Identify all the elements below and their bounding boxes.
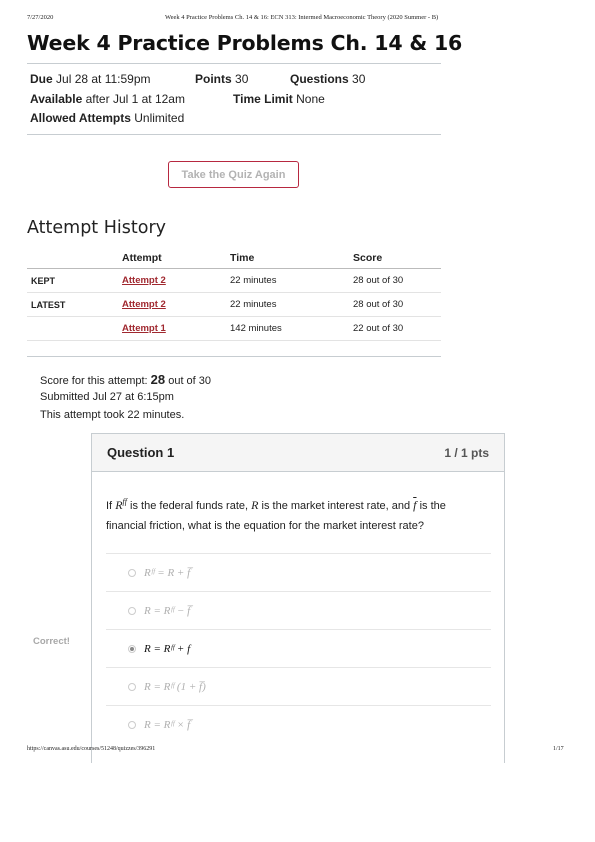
answer-label: R = Rᶠᶠ + f <box>144 643 191 655</box>
question-card <box>91 433 505 763</box>
attempt-score-value: 28 <box>150 372 166 387</box>
radio-button[interactable] <box>128 721 136 729</box>
table-row <box>27 317 441 341</box>
attempt-time: 22 minutes <box>226 269 349 293</box>
answer-option[interactable] <box>106 591 491 630</box>
attempt-link[interactable]: Attempt 1 <box>122 323 166 334</box>
print-page-number: 1/17 <box>553 746 564 752</box>
attempt-tag: KEPT <box>27 269 118 293</box>
table-header-row <box>27 249 441 269</box>
attempt-link[interactable]: Attempt 2 <box>122 299 166 310</box>
question-text: If $R^{ff}$ is the federal funds rate, R is the market interest rate, and $\overline{f}$ is the financial friction, what is the equation for the market interest rate? <box>106 497 446 532</box>
attempt-tag <box>27 317 118 341</box>
answer-label: R = Rᶠᶠ (1 + f̅) <box>144 681 206 693</box>
divider <box>27 356 441 357</box>
column-header: Attempt <box>118 249 226 269</box>
attempt-score: 28 out of 30 <box>349 269 441 293</box>
column-header: Score <box>349 249 441 269</box>
available-field: Available after Jul 1 at 12am <box>30 92 185 106</box>
attempt-history-table <box>27 249 441 341</box>
attempt-score-line: Score for this attempt: 28 out of 30 <box>40 372 212 387</box>
answer-label: R = Rᶠᶠ − f̅ <box>144 605 191 617</box>
question-points: 1 / 1 pts <box>444 445 489 460</box>
column-header <box>27 249 118 269</box>
attempt-time: 22 minutes <box>226 293 349 317</box>
answer-label: Rᶠᶠ = R + f̅ <box>144 567 191 579</box>
attempt-score: 22 out of 30 <box>349 317 441 341</box>
due-field: Due Jul 28 at 11:59pm <box>30 72 151 86</box>
answer-option[interactable] <box>106 667 491 706</box>
radio-button[interactable] <box>128 607 136 615</box>
submitted-line: Submitted Jul 27 at 6:15pm <box>40 391 174 403</box>
print-date: 7/27/2020 <box>27 14 54 21</box>
allowed-attempts-field: Allowed Attempts Unlimited <box>30 111 185 125</box>
var-rff: $R^{ff}$ <box>115 497 127 512</box>
attempt-tag: LATEST <box>27 293 118 317</box>
attempt-history-heading: Attempt History <box>27 218 166 238</box>
attempt-link[interactable]: Attempt 2 <box>122 275 166 286</box>
duration-line: This attempt took 22 minutes. <box>40 409 185 421</box>
attempt-score: 28 out of 30 <box>349 293 441 317</box>
radio-button[interactable] <box>128 683 136 691</box>
answer-option[interactable] <box>106 705 491 744</box>
divider <box>27 134 441 135</box>
questions-field: Questions 30 <box>290 72 366 86</box>
table-row <box>27 269 441 293</box>
print-doc-title: Week 4 Practice Problems Ch. 14 & 16: ECN 313: Intermed Macroeconomic Theory (2020 Summer - B) <box>165 14 439 21</box>
attempt-time: 142 minutes <box>226 317 349 341</box>
take-quiz-again-button[interactable]: Take the Quiz Again <box>168 161 299 188</box>
radio-button-selected[interactable] <box>128 645 136 653</box>
time-limit-field: Time Limit None <box>233 92 325 106</box>
table-row <box>27 293 441 317</box>
answer-label: R = Rᶠᶠ × f̅ <box>144 719 191 731</box>
radio-button[interactable] <box>128 569 136 577</box>
divider <box>27 63 441 64</box>
answer-option[interactable] <box>106 553 491 592</box>
points-field: Points 30 <box>195 72 249 86</box>
question-title: Question 1 <box>107 445 175 460</box>
answer-option-selected[interactable] <box>106 629 491 668</box>
question-header <box>92 434 504 472</box>
correct-feedback-label: Correct! <box>33 636 70 647</box>
print-url: https://canvas.asu.edu/courses/51248/quizzes/396291 <box>27 746 156 752</box>
page-title: Week 4 Practice Problems Ch. 14 & 16 <box>27 31 463 55</box>
column-header: Time <box>226 249 349 269</box>
